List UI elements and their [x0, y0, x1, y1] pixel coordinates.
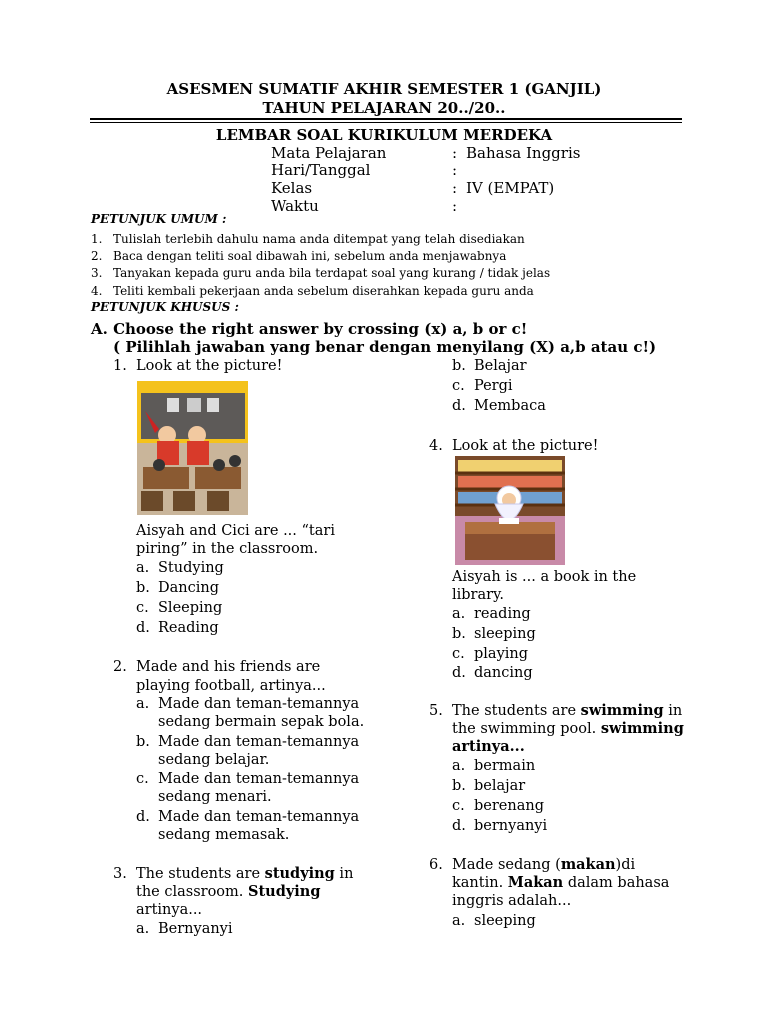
question-text	[452, 874, 669, 892]
option-letter[interactable]: a.	[136, 560, 150, 576]
option-text[interactable]: sedang belajar.	[158, 752, 270, 768]
text-part: )di	[615, 857, 636, 873]
library-reading-illustration	[455, 456, 565, 565]
option-letter[interactable]: c.	[136, 771, 149, 787]
option-letter[interactable]: c.	[452, 646, 465, 662]
meta-value: IV (EMPAT)	[466, 179, 555, 197]
option-letter[interactable]: b.	[452, 778, 466, 794]
option-text[interactable]: sedang bermain sepak bola.	[158, 714, 365, 730]
option-text[interactable]: belajar	[474, 778, 526, 794]
option-text[interactable]: dancing	[474, 665, 533, 681]
meta-sep: :	[452, 161, 458, 179]
option-text[interactable]: sleeping	[474, 913, 536, 929]
text-part: kantin.	[452, 875, 508, 891]
option-letter[interactable]: b.	[136, 580, 150, 596]
petunjuk-num: 2.	[91, 249, 103, 263]
question-text: artinya...	[136, 902, 203, 918]
option-letter[interactable]: a.	[452, 606, 466, 622]
header-divider-thin	[90, 122, 682, 123]
option-text[interactable]: reading	[474, 606, 531, 622]
question-number: 1.	[113, 358, 127, 374]
option-letter[interactable]: a.	[136, 696, 150, 712]
text-part: in	[334, 866, 354, 882]
section-a-instruction-id: ( Pilihlah jawaban yang benar dengan menyilang (X) a,b atau c!)	[113, 338, 657, 356]
question-number: 3.	[113, 866, 127, 882]
question-text: playing football, artinya...	[136, 678, 326, 694]
question-text: Made and his friends are	[136, 659, 321, 675]
question-text: inggris adalah...	[452, 893, 572, 909]
option-text[interactable]: playing	[474, 646, 529, 662]
petunjuk-num: 4.	[91, 284, 103, 298]
option-letter[interactable]: a.	[136, 921, 150, 937]
option-letter[interactable]: c.	[452, 798, 465, 814]
option-letter[interactable]: b.	[452, 358, 466, 374]
meta-label: Mata Pelajaran	[271, 144, 387, 162]
question-text	[136, 865, 353, 883]
option-text[interactable]: sedang menari.	[158, 789, 272, 805]
option-letter[interactable]: b.	[136, 734, 150, 750]
option-letter[interactable]: d.	[452, 398, 466, 414]
text-part: the classroom.	[136, 884, 248, 900]
option-text[interactable]: bermain	[474, 758, 536, 774]
text-part: in	[663, 703, 683, 719]
text-part: Made sedang (	[452, 857, 561, 873]
text-part: The students are	[452, 703, 581, 719]
option-letter[interactable]: a.	[452, 913, 466, 929]
question-prompt: Look at the picture!	[452, 438, 599, 454]
petunjuk-text: Tulislah terlebih dahulu nama anda ditempat yang telah disediakan	[113, 232, 525, 246]
keyword: Makan	[507, 874, 564, 891]
petunjuk-text: Tanyakan kepada guru anda bila terdapat soal yang kurang / tidak jelas	[113, 266, 551, 280]
option-text[interactable]: bernyanyi	[474, 818, 548, 834]
option-text[interactable]: Sleeping	[158, 600, 223, 616]
text-part: the swimming pool.	[452, 721, 601, 737]
option-letter[interactable]: d.	[136, 809, 150, 825]
petunjuk-umum-heading: PETUNJUK UMUM :	[91, 212, 227, 226]
question-text: library.	[452, 587, 504, 603]
header-divider-thick	[90, 118, 682, 120]
section-a-instruction: A. Choose the right answer by crossing (x) a, b or c!	[91, 320, 528, 338]
text-part: The students are	[136, 866, 265, 882]
classroom-dance-illustration	[137, 381, 248, 515]
option-text[interactable]: berenang	[474, 798, 544, 814]
meta-sep: :	[452, 197, 458, 215]
question-text	[452, 856, 635, 874]
petunjuk-text: Baca dengan teliti soal dibawah ini, sebelum anda menjawabnya	[113, 249, 507, 263]
option-text[interactable]: sedang memasak.	[158, 827, 290, 843]
keyword: swimming	[580, 702, 664, 719]
petunjuk-khusus-heading: PETUNJUK KHUSUS :	[91, 300, 239, 314]
option-text[interactable]: Pergi	[474, 378, 513, 394]
keyword: studying	[264, 865, 335, 882]
question-text: Aisyah is ... a book in the	[452, 569, 637, 585]
option-letter[interactable]: d.	[136, 620, 150, 636]
option-letter[interactable]: d.	[452, 818, 466, 834]
option-text[interactable]: Reading	[158, 620, 219, 636]
option-text[interactable]: Bernyanyi	[158, 921, 233, 937]
question-number: 5.	[429, 703, 443, 719]
petunjuk-num: 1.	[91, 232, 103, 246]
option-letter[interactable]: c.	[452, 378, 465, 394]
option-text[interactable]: Made dan teman-temannya	[158, 771, 360, 787]
option-text[interactable]: Made dan teman-temannya	[158, 809, 360, 825]
option-text[interactable]: Belajar	[474, 358, 527, 374]
title-line-3: LEMBAR SOAL KURIKULUM MERDEKA	[215, 126, 553, 144]
option-text[interactable]: Made dan teman-temannya	[158, 696, 360, 712]
meta-label: Kelas	[271, 179, 313, 197]
option-text[interactable]: Studying	[158, 560, 224, 576]
meta-sep: :	[452, 179, 458, 197]
option-text[interactable]: Membaca	[474, 398, 546, 414]
question-text: artinya...	[452, 738, 525, 755]
option-letter[interactable]: b.	[452, 626, 466, 642]
option-letter[interactable]: d.	[452, 665, 466, 681]
question-number: 2.	[113, 659, 127, 675]
option-text[interactable]: Dancing	[158, 580, 219, 596]
meta-label: Hari/Tanggal	[271, 161, 371, 179]
question-number: 4.	[429, 438, 443, 454]
option-letter[interactable]: c.	[136, 600, 149, 616]
option-letter[interactable]: a.	[452, 758, 466, 774]
option-text[interactable]: Made dan teman-temannya	[158, 734, 360, 750]
question-number: 6.	[429, 857, 443, 873]
question-text	[136, 883, 320, 901]
keyword: Studying	[248, 883, 321, 900]
petunjuk-num: 3.	[91, 266, 103, 280]
question-text: Aisyah and Cici are ... “tari	[136, 523, 335, 539]
text-part: dalam bahasa	[563, 875, 670, 891]
question-text	[452, 702, 682, 720]
keyword: makan	[560, 856, 616, 873]
keyword: swimming	[600, 720, 684, 737]
title-line-1: ASESMEN SUMATIF AKHIR SEMESTER 1 (GANJIL)	[166, 80, 602, 98]
question-text	[452, 720, 684, 738]
question-text: piring” in the classroom.	[136, 541, 319, 557]
meta-value: Bahasa Inggris	[466, 144, 581, 162]
meta-sep: :	[452, 144, 458, 162]
question-prompt: Look at the picture!	[136, 358, 283, 374]
title-line-2: TAHUN PELAJARAN 20../20..	[262, 99, 506, 117]
option-text[interactable]: sleeping	[474, 626, 536, 642]
petunjuk-text: Teliti kembali pekerjaan anda sebelum diserahkan kepada guru anda	[113, 284, 534, 298]
meta-label: Waktu	[271, 197, 319, 215]
